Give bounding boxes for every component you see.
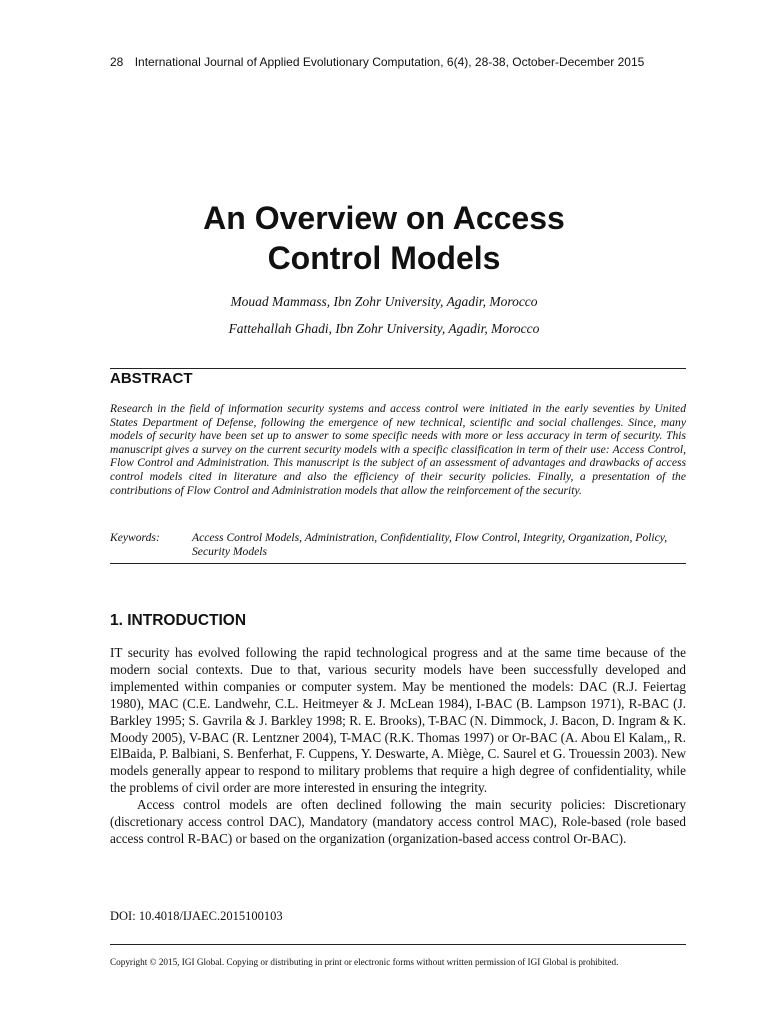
journal-citation: International Journal of Applied Evolutionary Computation, 6(4), 28-38, October-December 2015: [134, 55, 645, 69]
abstract-text: Research in the field of information security systems and access control were initiated in the early seventies by United States Department of Defense, following the emergence of new technical, scientific and social challenges. Since, many models of security have been set up to answer to some specific needs with more or less accuracy in term of security. This manuscript gives a survey on the current security models with a specific classification in term of their use: Access Control, Flow Control and Administration. This manuscript is the subject of an assessment of advantages and drawbacks of access control models cited in literature and also the efficiency of their security policies. Finally, a presentation of the contributions of Flow Control and Administration models that allow the reinforcement of the security.: [110, 402, 686, 497]
abstract-bottom-rule: [110, 563, 686, 564]
running-header: [110, 55, 690, 69]
copyright-notice: Copyright © 2015, IGI Global. Copying or distributing in print or electronic forms without written permission of IGI Global is prohibited.: [110, 957, 619, 967]
doi: DOI: 10.4018/IJAEC.2015100103: [110, 909, 283, 923]
title-line-1: An Overview on Access: [203, 200, 565, 236]
section-heading-introduction: 1. INTRODUCTION: [110, 612, 247, 629]
abstract-heading: ABSTRACT: [110, 370, 193, 387]
abstract-top-rule: [110, 368, 686, 369]
keywords-text: Access Control Models, Administration, Confidentiality, Flow Control, Integrity, Organization, Policy, Security Models: [192, 531, 668, 558]
title-line-2: Control Models: [267, 240, 501, 276]
footer-rule: [110, 944, 686, 945]
keywords-label: Keywords:: [110, 531, 160, 544]
page-number: 28: [110, 55, 124, 69]
intro-paragraph-2: Access control models are often declined following the main security policies: Discretionary (discretionary access control DAC), Mandatory (mandatory access control MAC), Role-based (role based access control R-BAC) or based on the organization (organization-based access control Or-BAC).: [110, 797, 686, 846]
intro-paragraph-1: IT security has evolved following the rapid technological progress and at the same time because of the modern social contexts. Due to that, various security models have been successfully developed and implemented within companies or computer system. May be mentioned the models: DAC (R.J. Feiertag 1980), MAC (C.E. Landwehr, C.L. Heitmeyer & J. McLean 1984), I-BAC (B. Lampson 1971), R-BAC (J. Barkley 1995; S. Gavrila & J. Barkley 1998; R. E. Brooks), T-BAC (N. Dimmock, J. Bacon, D. Ingram & K. Moody 2005), V-BAC (R. Lentzner 2004), T-MAC (R.K. Thomas 1997) or Or-BAC (A. Abou El Kalam,, R. ElBaida, P. Balbiani, S. Benferhat, F. Cuppens, Y. Deswarte, A. Miège, C. Saurel et G. Trouessin 2003). New models generally appear to respond to military problems that require a high degree of confidentiality, while the problems of civil order are more interested in ensuring the integrity.: [110, 645, 686, 796]
paper-title: [84, 198, 684, 278]
introduction-body: [110, 645, 686, 848]
author-2: Fattehallah Ghadi, Ibn Zohr University, Agadir, Morocco: [228, 321, 540, 336]
author-1: Mouad Mammass, Ibn Zohr University, Agadir, Morocco: [230, 294, 538, 309]
